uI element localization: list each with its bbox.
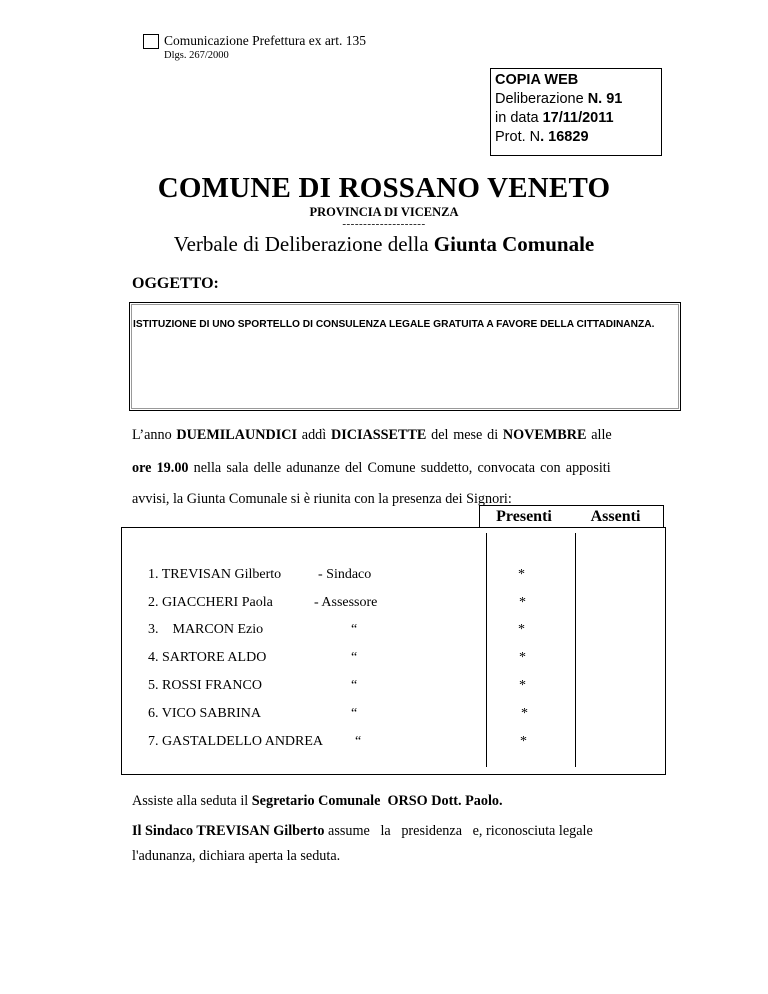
prot-number: . 16829 <box>540 129 589 145</box>
comune-title: COMUNE DI ROSSANO VENETO <box>157 172 611 204</box>
deliberazione-line: Deliberazione N. 91 <box>495 91 623 107</box>
verbale-heading: Verbale di Deliberazione della Giunta Comunale <box>173 232 595 256</box>
intro-line-2: ore 19.00 nella sala delle adunanze del Comune suddetto, convocata con appositi <box>132 460 611 476</box>
member-role: - Assessore <box>314 595 378 610</box>
member-name: 3. MARCON Ezio <box>148 622 264 637</box>
title-separator: -------------------- <box>342 218 426 230</box>
table-row <box>0 650 768 670</box>
member-name: 6. VICO SABRINA <box>148 706 261 721</box>
table-row <box>0 678 768 698</box>
member-role: “ <box>355 734 362 749</box>
assenti-header: Assenti <box>568 505 664 528</box>
member-role: “ <box>351 706 358 721</box>
member-name: 5. ROSSI FRANCO <box>148 678 262 693</box>
oggetto-label: OGGETTO: <box>132 275 219 292</box>
table-row <box>0 734 768 754</box>
table-row <box>0 622 768 642</box>
presente-mark: * <box>519 650 526 665</box>
presente-mark: * <box>518 622 525 637</box>
seduta-line: l'adunanza, dichiara aperta la seduta. <box>132 848 341 864</box>
table-row <box>0 567 768 587</box>
member-role: - Sindaco <box>318 567 372 582</box>
segretario-line: Assiste alla seduta il Segretario Comunale ORSO Dott. Paolo. <box>132 793 503 809</box>
intro-line-1: L’anno DUEMILAUNDICI addì DICIASSETTE del mese di NOVEMBRE alle <box>132 427 612 443</box>
presenti-header: Presenti <box>479 505 568 528</box>
presente-mark: * <box>519 678 526 693</box>
member-role: “ <box>351 650 358 665</box>
member-role: “ <box>351 678 358 693</box>
prefettura-checkbox[interactable] <box>143 34 159 49</box>
member-name: 4. SARTORE ALDO <box>148 650 267 665</box>
presente-mark: * <box>520 734 527 749</box>
copia-web-box <box>490 68 662 156</box>
prot-line: Prot. N. 16829 <box>495 129 589 145</box>
member-name: 7. GASTALDELLO ANDREA <box>148 734 324 749</box>
presente-mark: * <box>518 567 525 582</box>
dlgs-label: Dlgs. 267/2000 <box>164 50 229 61</box>
presente-mark: * <box>519 595 526 610</box>
presente-mark: * <box>521 706 528 721</box>
date-line: in data 17/11/2011 <box>495 110 614 126</box>
prefettura-label: Comunicazione Prefettura ex art. 135 <box>164 33 367 48</box>
oggetto-text: ISTITUZIONE DI UNO SPORTELLO DI CONSULENZA LEGALE GRATUITA A FAVORE DELLA CITTADINANZA. <box>133 319 655 330</box>
deliberazione-date: 17/11/2011 <box>542 110 614 126</box>
member-name: 2. GIACCHERI Paola <box>148 595 273 610</box>
member-name: 1. TREVISAN Gilberto <box>148 567 282 582</box>
copia-web-title: COPIA WEB <box>495 72 579 88</box>
deliberazione-number: N. 91 <box>587 91 623 107</box>
intro-line-3: avvisi, la Giunta Comunale si è riunita con la presenza dei Signori: <box>132 491 512 507</box>
table-row <box>0 706 768 726</box>
sindaco-line: Il Sindaco TREVISAN Gilberto assume la presidenza e, riconosciuta legale <box>132 823 593 839</box>
provincia-subtitle: PROVINCIA DI VICENZA <box>309 205 459 219</box>
member-role: “ <box>351 622 358 637</box>
table-row <box>0 595 768 615</box>
